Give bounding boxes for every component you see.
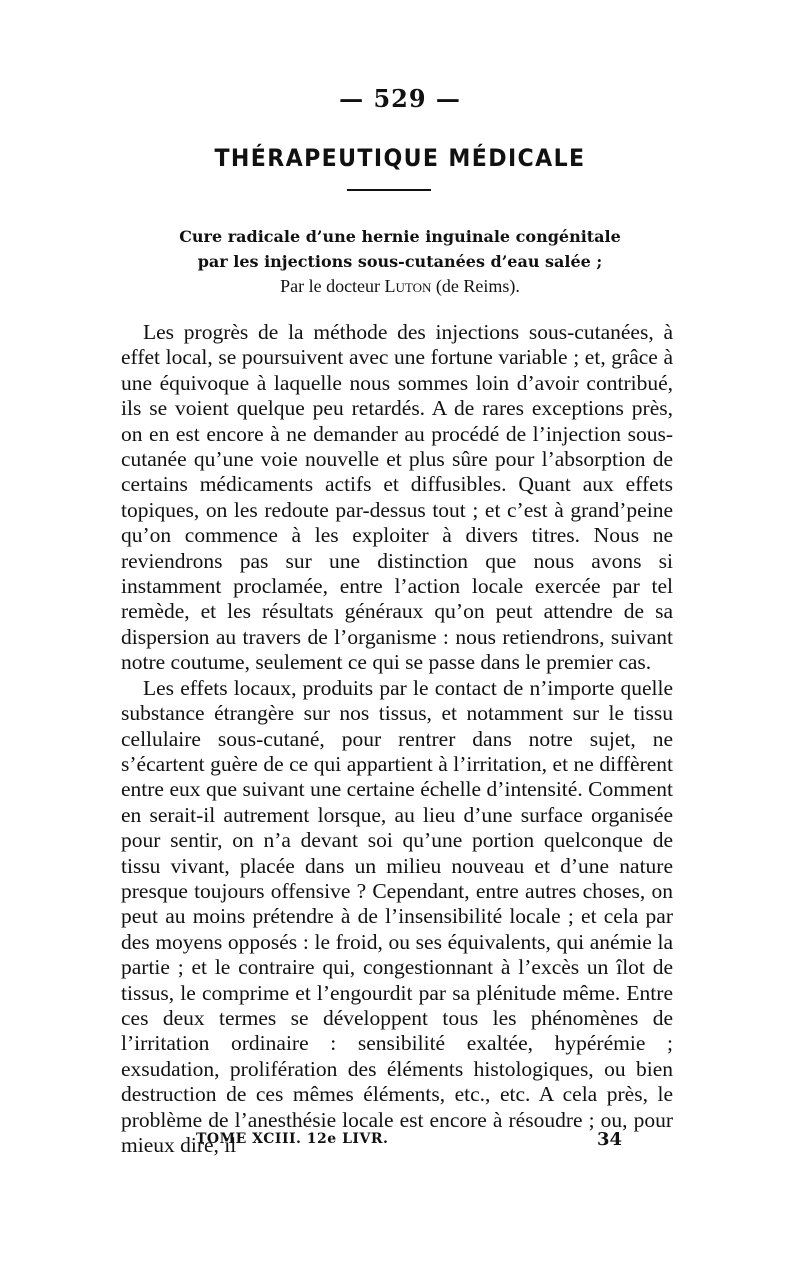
article-title-line-2: par les injections sous-cutanées d’eau salée ; xyxy=(197,252,603,271)
byline-suffix: (de Reims). xyxy=(435,276,520,296)
volume-label: TOME XCIII. 12e LIVR. xyxy=(196,1131,389,1147)
signature-mark: 34 xyxy=(596,1129,622,1150)
byline-author: Luton xyxy=(384,276,432,296)
page-number: — 529 — xyxy=(339,84,461,113)
paragraph-2: Les effets locaux, produits par le contact de n’importe quelle substance étrangère sur nos tissus, et notamment sur le tissu cellulaire sous-cutané, pour rentrer dans notre sujet, ne s’écartent guère de ce qui appartient à l’irritation, et ne diffèrent entre eux que suivant une certaine échelle d’intensité. Comment en serait-il autrement lorsque, au lieu d’une surface organisée pour sentir, on n’a devant soi qu’une portion quelconque de tissu vivant, placée dans un milieu nouveau et d’une nature presque toujours offensive ? Cependant, entre autres choses, on peut au moins prétendre à de l’insensibilité locale ; et cela par des moyens opposés : le froid, ou ses équivalents, qui anémie la partie ; et le contraire qui, congestionnant à l’excès un îlot de tissus, le comprime et l’engourdit par sa plénitude même. Entre ces deux termes se développent tous les phénomènes de l’irritation ordinaire : sensibilité exaltée, hypérémie ; exsudation, prolifération des éléments histologiques, ou bien destruction de ces mêmes éléments, etc., etc. A cela près, le problème de l’anesthésie locale est encore à résoudre ; ou, pour mieux dire, il xyxy=(121,675,673,1157)
article-title xyxy=(0,224,800,274)
section-title: THÉRAPEUTIQUE MÉDICALE xyxy=(214,144,586,172)
byline-prefix: Par le docteur xyxy=(280,276,381,296)
byline xyxy=(0,276,800,297)
article-title-line-1: Cure radicale d’une hernie inguinale congénitale xyxy=(179,227,621,246)
article-body xyxy=(121,320,673,1158)
title-divider xyxy=(347,189,431,191)
paragraph-1: Les progrès de la méthode des injections sous-cutanées, à effet local, se poursuivent avec une fortune variable ; et, grâce à une équivoque à laquelle nous sommes loin d’avoir contribué, ils se voient quelque peu retardés. A de rares exceptions près, on en est encore à ne demander au procédé de l’injection sous-cutanée qu’une voie nouvelle et plus sûre pour l’absorption de certains médicaments actifs et diffusibles. Quant aux effets topiques, on les redoute par-dessus tout ; et c’est à grand’peine qu’on commence à les exploiter à divers titres. Nous ne reviendrons pas sur une distinction que nous avons si instamment proclamée, entre l’action locale exercée par tel remède, et les résultats généraux qu’on peut attendre de sa dispersion au travers de l’organisme : nous retiendrons, suivant notre coutume, seulement ce qui se passe dans le premier cas. xyxy=(121,320,673,675)
